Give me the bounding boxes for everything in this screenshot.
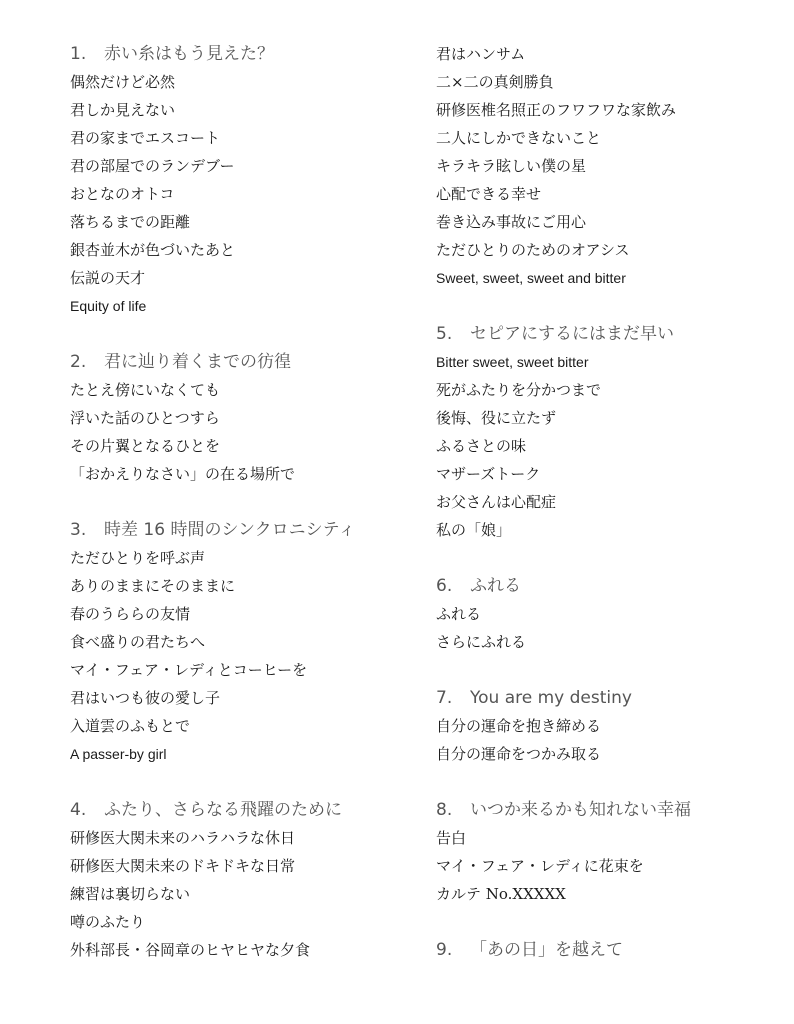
section-spacer (436, 768, 776, 796)
episode-item: ふれる (436, 605, 482, 623)
chapter-heading (436, 936, 776, 964)
chapter-title: ふれる (470, 576, 521, 596)
chapter-heading (70, 348, 410, 376)
episode-item: マイ・フェア・レディに花束を (436, 857, 644, 875)
episode-item: 春のうららの友情 (70, 605, 191, 623)
episode-item: ただひとりのためのオアシス (436, 241, 630, 259)
episode-item: ただひとりを呼ぶ声 (70, 549, 206, 567)
chapter-number: 9. (436, 940, 453, 960)
episode-item: その片翼となるひとを (70, 437, 221, 455)
episode-item: 研修医椎名照正のフワフワな家飲み (436, 101, 677, 119)
section-spacer (436, 292, 776, 320)
chapter-section (70, 348, 410, 488)
episode-item: マザーズトーク (436, 465, 541, 483)
chapter-number: 6. (436, 576, 453, 596)
episode-item: 巻き込み事故にご用心 (436, 213, 587, 231)
section-spacer (70, 320, 410, 348)
chapter-number: 2. (70, 352, 87, 372)
episode-item: A passer-by girl (70, 746, 167, 762)
episode-item: ありのままにそのままに (70, 577, 236, 595)
chapter-heading (436, 320, 776, 348)
episode-item: 伝説の天才 (70, 269, 146, 287)
chapter-section (436, 936, 776, 964)
chapter-heading (436, 572, 776, 600)
chapter-title: 君に辿り着くまでの彷徨 (104, 352, 291, 372)
episode-item: 君はいつも彼の愛し子 (70, 689, 221, 707)
episode-item: 君はハンサム (436, 45, 526, 63)
chapter-section (436, 796, 776, 908)
chapter-number: 3. (70, 520, 87, 540)
episode-item: 練習は裏切らない (70, 885, 191, 903)
chapter-heading (70, 516, 410, 544)
chapter-number: 4. (70, 800, 87, 820)
chapter-title: セピアにするにはまだ早い (470, 324, 674, 344)
right-column (436, 40, 776, 964)
episode-item: 後悔、役に立たず (436, 409, 557, 427)
chapter-section (436, 320, 776, 544)
episode-item: 落ちるまでの距離 (70, 213, 191, 231)
chapter-number: 8. (436, 800, 453, 820)
episode-item: Sweet, sweet, sweet and bitter (436, 270, 626, 286)
chapter-section (70, 516, 410, 768)
episode-item: さらにふれる (436, 633, 527, 651)
chapter-title: いつか来るかも知れない幸福 (470, 800, 691, 820)
section-spacer (436, 656, 776, 684)
episode-item: 食べ盛りの君たちへ (70, 633, 206, 651)
chapter-title: ふたり、さらなる飛躍のために (104, 800, 342, 820)
episode-item: 告白 (436, 829, 467, 847)
episode-item: 君の家までエスコート (70, 129, 221, 147)
episode-item: おとなのオトコ (70, 185, 175, 203)
episode-item: Equity of life (70, 298, 147, 314)
episode-item: カルテ No.XXXXX (436, 885, 566, 903)
episode-item: 自分の運命を抱き締める (436, 717, 602, 735)
episode-item: 入道雲のふもとで (70, 717, 191, 735)
chapter-heading (436, 684, 776, 712)
section-spacer (436, 544, 776, 572)
chapter-number: 1. (70, 44, 87, 64)
chapter-heading (70, 796, 410, 824)
section-spacer (436, 908, 776, 936)
episode-item: 外科部長・谷岡章のヒヤヒヤな夕食 (70, 941, 311, 959)
chapter-title: You are my destiny (470, 688, 632, 708)
episode-item: 偶然だけど必然 (70, 73, 176, 91)
episode-item: 自分の運命をつかみ取る (436, 745, 602, 763)
episode-item: 私の「娘」 (436, 521, 512, 539)
chapter-section (436, 684, 776, 768)
chapter-number: 5. (436, 324, 453, 344)
episode-item: たとえ傍にいなくても (70, 381, 221, 399)
episode-item: 銀杏並木が色づいたあと (70, 241, 236, 259)
episode-item: 心配できる幸せ (436, 185, 542, 203)
episode-item: マイ・フェア・レディとコーヒーを (70, 661, 308, 679)
episode-item: お父さんは心配症 (436, 493, 557, 511)
chapter-section (436, 40, 776, 292)
chapter-number: 7. (436, 688, 453, 708)
chapter-heading (70, 40, 410, 68)
episode-item: 死がふたりを分かつまで (436, 381, 602, 399)
episode-item: 二人にしかできないこと (436, 129, 602, 147)
episode-item: 二×二の真剣勝負 (436, 73, 554, 91)
episode-item: 噂のふたり (70, 913, 146, 931)
episode-item: 「おかえりなさい」の在る場所で (70, 465, 296, 483)
episode-item: 研修医大関未来のハラハラな休日 (70, 829, 296, 847)
episode-item: ふるさとの味 (436, 437, 527, 455)
episode-item: 浮いた話のひとつすら (70, 409, 220, 427)
chapter-section (436, 572, 776, 656)
episode-item: 研修医大関未来のドキドキな日常 (70, 857, 296, 875)
episode-item: キラキラ眩しい僕の星 (436, 157, 587, 175)
chapter-title: 「あの日」を越えて (470, 940, 623, 960)
chapter-title: 時差 16 時間のシンクロニシティ (104, 520, 356, 540)
chapter-heading (436, 796, 776, 824)
episode-item: 君しか見えない (70, 101, 176, 119)
section-spacer (70, 488, 410, 516)
chapter-section (70, 796, 410, 964)
chapter-section (70, 40, 410, 320)
episode-item: Bitter sweet, sweet bitter (436, 354, 589, 370)
chapter-title: 赤い糸はもう見えた？ (104, 44, 274, 64)
episode-item: 君の部屋でのランデブー (70, 157, 235, 175)
left-column (70, 40, 410, 964)
section-spacer (70, 768, 410, 796)
